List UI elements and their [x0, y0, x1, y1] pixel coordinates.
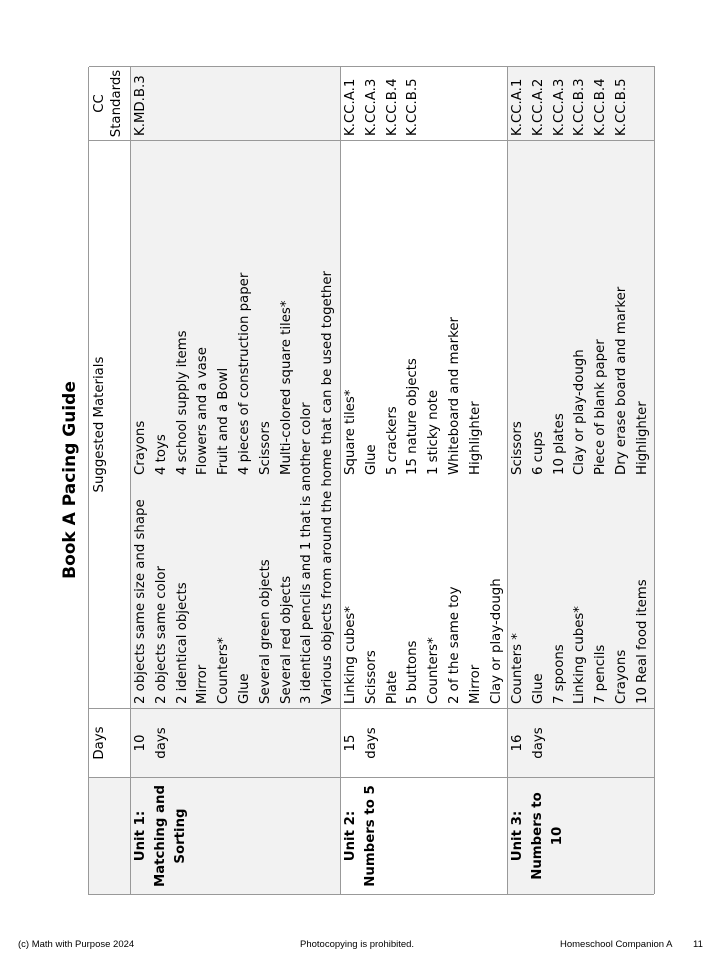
material-item: 7 spoons	[551, 644, 567, 704]
material-item: 4 toys	[153, 434, 169, 475]
material-item: Mirror	[195, 664, 211, 704]
page-title: Book A Pacing Guide	[60, 381, 80, 579]
unit-3-materials	[508, 140, 655, 708]
material-item: Crayons	[613, 649, 629, 704]
unit-1-name	[131, 777, 341, 894]
material-item: 15 nature objects	[405, 358, 421, 475]
material-item: Whiteboard and marker	[446, 317, 462, 475]
material-item: Glue	[530, 673, 546, 704]
standard-code: K.CC.A.1	[343, 78, 358, 136]
material-item: 4 pieces of construction paper	[236, 272, 252, 475]
unit-2-name	[341, 777, 508, 894]
material-item: Mirror	[467, 664, 483, 704]
material-item: 2 identical objects	[174, 582, 190, 704]
header-unit	[89, 777, 131, 894]
header-standards-line2: Standards	[109, 69, 124, 138]
material-item: 3 identical pencils and 1 that is another color	[299, 402, 315, 704]
material-item: 10 Real food items	[634, 579, 650, 704]
unit-1-materials	[131, 140, 341, 708]
material-item: Crayons	[133, 420, 148, 475]
material-item: Clay or play-dough	[572, 349, 588, 475]
material-item: Scissors	[363, 650, 379, 704]
unit-2-materials	[341, 140, 508, 708]
material-item: Linking cubes*	[572, 606, 588, 704]
days-number: 16	[510, 734, 525, 752]
standard-code: K.CC.A.3	[363, 78, 379, 136]
unit-name-line: Unit 1:	[133, 810, 148, 862]
standard-code: K.CC.B.5	[613, 78, 629, 136]
footer-book-title: Homeschool Companion A	[560, 939, 673, 950]
material-item: Scissors	[510, 421, 525, 475]
material-item: 10 plates	[551, 413, 567, 475]
material-item: Scissors	[257, 421, 273, 475]
pacing-table	[88, 67, 654, 895]
material-item: Several green objects	[257, 559, 273, 704]
material-item: Various objects from around the home that can be used together	[320, 271, 336, 704]
material-item: Flowers and a vase	[195, 347, 211, 475]
unit-name-line: Numbers to 5	[363, 785, 378, 887]
days-unit: days	[530, 727, 546, 759]
material-item: 6 cups	[530, 431, 546, 475]
standard-code: K.CC.B.3	[572, 78, 588, 136]
material-item: Multi-colored square tiles*	[278, 300, 294, 475]
header-standards	[89, 66, 131, 140]
material-item: 7 pencils	[593, 644, 609, 704]
material-item: Dry erase board and marker	[613, 286, 629, 475]
material-item: 5 buttons	[405, 640, 421, 704]
material-item: Counters*	[426, 637, 442, 704]
days-unit: days	[363, 727, 379, 759]
material-item: 5 crackers	[384, 406, 400, 475]
material-item: Counters *	[510, 633, 525, 704]
footer-copyright: (c) Math with Purpose 2024	[18, 939, 135, 950]
material-item: Counters*	[216, 637, 232, 704]
standard-code: K.CC.B.4	[593, 78, 609, 136]
standard-code: K.CC.A.2	[530, 78, 546, 136]
material-item: 2 of the same toy	[446, 586, 462, 704]
days-number: 15	[343, 734, 358, 752]
material-item: Highlighter	[467, 401, 483, 475]
header-materials: Suggested Materials	[89, 140, 131, 708]
unit-name-line: Matching and	[153, 784, 168, 888]
material-item: Piece of blank paper	[593, 339, 609, 475]
footer-notice: Photocopying is prohibited.	[300, 939, 415, 950]
standard-code: K.CC.B.5	[405, 78, 421, 136]
days-unit: days	[153, 727, 169, 759]
standard-code: K.MD.B.3	[133, 75, 148, 136]
unit-name-line: Unit 3:	[510, 810, 525, 862]
material-item: 4 school supply items	[174, 330, 190, 475]
footer-page-number: 11	[693, 939, 703, 950]
material-item: 2 objects same size and shape	[133, 499, 148, 704]
unit-2-days	[341, 708, 508, 777]
material-item: Glue	[236, 673, 252, 704]
header-standards-line1: CC	[92, 94, 107, 113]
material-item: Fruit and a Bowl	[216, 367, 232, 475]
material-item: Plate	[384, 670, 400, 704]
material-item: Several red objects	[278, 575, 294, 704]
material-item: Highlighter	[634, 401, 650, 475]
material-item: Square tiles*	[343, 389, 358, 475]
standard-code: K.CC.A.3	[551, 78, 567, 136]
header-days: Days	[89, 708, 131, 777]
unit-name-line: Unit 2:	[343, 810, 358, 862]
unit-name-line: Numbers to	[530, 792, 545, 880]
unit-1-days	[131, 708, 341, 777]
unit-2-standards	[341, 66, 508, 140]
material-item: 2 objects same color	[153, 566, 169, 704]
unit-3-days	[508, 708, 655, 777]
days-number: 10	[133, 734, 148, 752]
standard-code: K.CC.B.4	[384, 78, 400, 136]
material-item: 1 sticky note	[426, 389, 442, 475]
material-item: Glue	[363, 444, 379, 475]
material-item: Clay or play-dough	[488, 578, 504, 704]
unit-name-line: Sorting	[173, 808, 188, 864]
unit-3-standards	[508, 66, 655, 140]
material-item: Linking cubes*	[343, 606, 358, 704]
unit-1-standards	[131, 66, 341, 140]
unit-3-name	[508, 777, 655, 894]
standard-code: K.CC.A.1	[510, 78, 525, 136]
unit-name-line: 10	[550, 826, 565, 846]
